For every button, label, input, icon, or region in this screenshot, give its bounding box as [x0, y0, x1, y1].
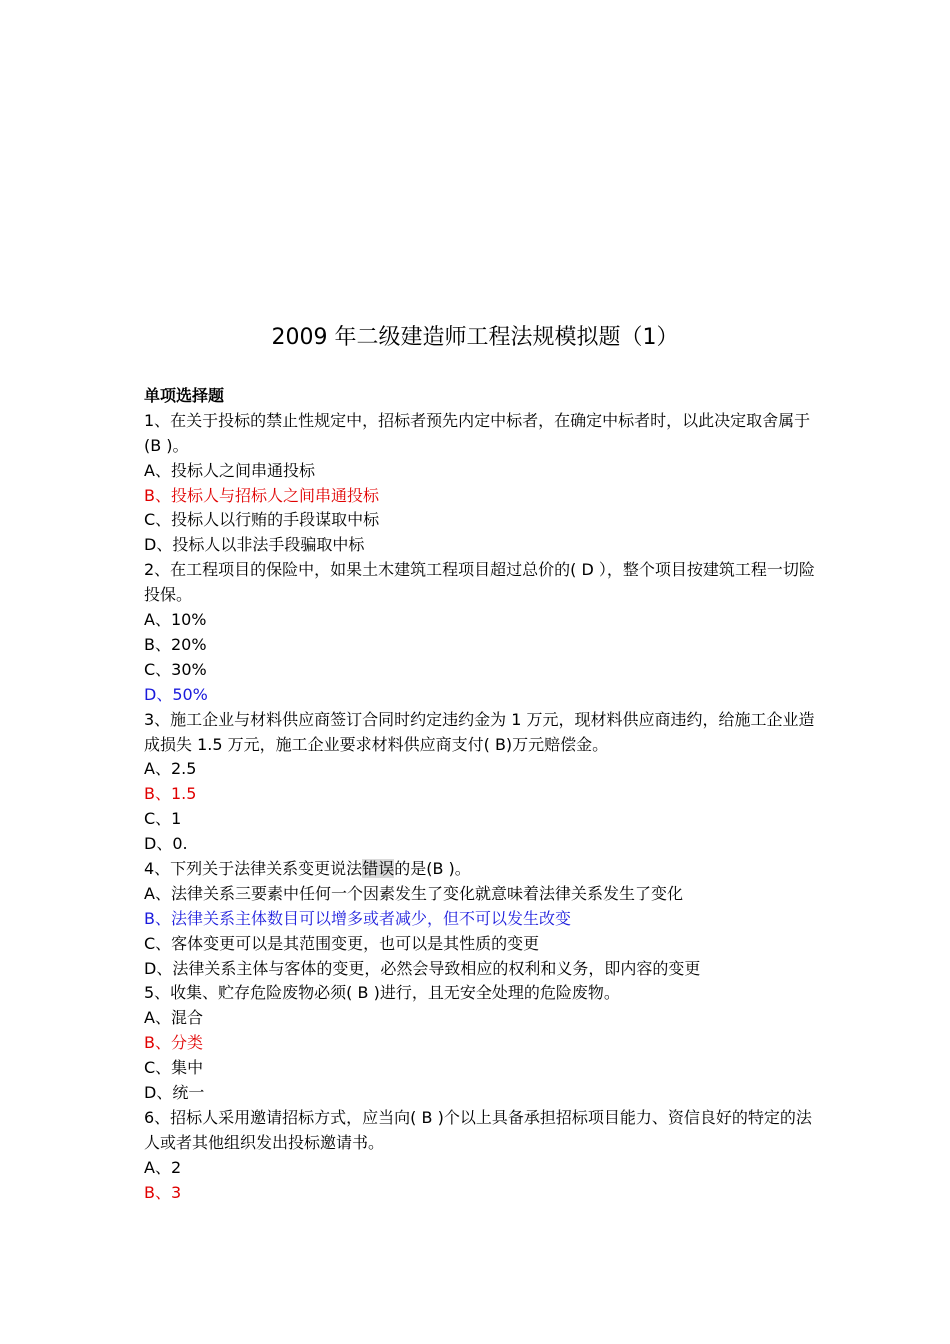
section-heading: 单项选择题 [144, 386, 225, 405]
question-3-stem: 3、施工企业与材料供应商签订合同时约定违约金为 1 万元，现材料供应商违约，给施工企业造成损失 1.5 万元，施工企业要求材料供应商支付( B)万元赔偿金。 [144, 709, 815, 754]
question-4-stem-highlight: 错误 [362, 858, 395, 878]
question-4-stem-end: 的是(B )。 [394, 858, 471, 878]
question-2-option-c: C、30% [144, 659, 207, 679]
question-5-option-b-answer: B、分类 [144, 1033, 203, 1053]
question-2-option-a: A、10% [144, 610, 207, 630]
question-4-option-d: D、法律关系主体与客体的变更，必然会导致相应的权利和义务，即内容的变更 [144, 958, 701, 978]
question-4-stem [144, 857, 824, 882]
question-3-option-b-answer: B、1.5 [144, 784, 197, 804]
question-6-option-a: A、2 [144, 1157, 182, 1177]
question-1-option-a: A、投标人之间串通投标 [144, 460, 315, 480]
question-5-option-a: A、混合 [144, 1008, 203, 1028]
question-2-option-d-answer: D、50% [144, 684, 208, 704]
question-3-option-a: A、2.5 [144, 759, 197, 779]
question-3-option-d: D、0. [144, 834, 188, 854]
question-6-option-b-answer: B、3 [144, 1182, 182, 1202]
question-6-stem: 6、招标人采用邀请招标方式，应当向( B )个以上具备承担招标项目能力、资信良好的特定的法人或者其他组织发出投标邀请书。 [144, 1107, 812, 1152]
document-title: 2009 年二级建造师工程法规模拟题（1） [271, 325, 679, 350]
question-4-option-b-answer: B、法律关系主体数目可以增多或者减少，但不可以发生改变 [144, 908, 571, 928]
question-3-option-c: C、1 [144, 809, 182, 829]
question-1-stem: 1、在关于投标的禁止性规定中，招标者预先内定中标者，在确定中标者时，以此决定取舍属于(B )。 [144, 410, 811, 455]
question-5-option-c: C、集中 [144, 1058, 204, 1078]
question-4-option-a: A、法律关系三要素中任何一个因素发生了变化就意味着法律关系发生了变化 [144, 883, 683, 903]
question-4-stem-start: 4、下列关于法律关系变更说法 [144, 858, 363, 878]
question-2-stem: 2、在工程项目的保险中，如果土木建筑工程项目超过总价的( D ），整个项目按建筑工程一切险投保。 [144, 560, 815, 605]
question-4-option-c: C、客体变更可以是其范围变更，也可以是其性质的变更 [144, 933, 540, 953]
question-5-stem: 5、收集、贮存危险废物必须( B )进行，且无安全处理的危险废物。 [144, 983, 620, 1003]
question-2-option-b: B、20% [144, 634, 207, 654]
question-1-option-d: D、投标人以非法手段骗取中标 [144, 535, 365, 555]
question-1-option-c: C、投标人以行贿的手段谋取中标 [144, 510, 380, 530]
question-1-option-b-answer: B、投标人与招标人之间串通投标 [144, 485, 379, 505]
document-body [144, 384, 824, 1205]
question-5-option-d: D、统一 [144, 1082, 205, 1102]
